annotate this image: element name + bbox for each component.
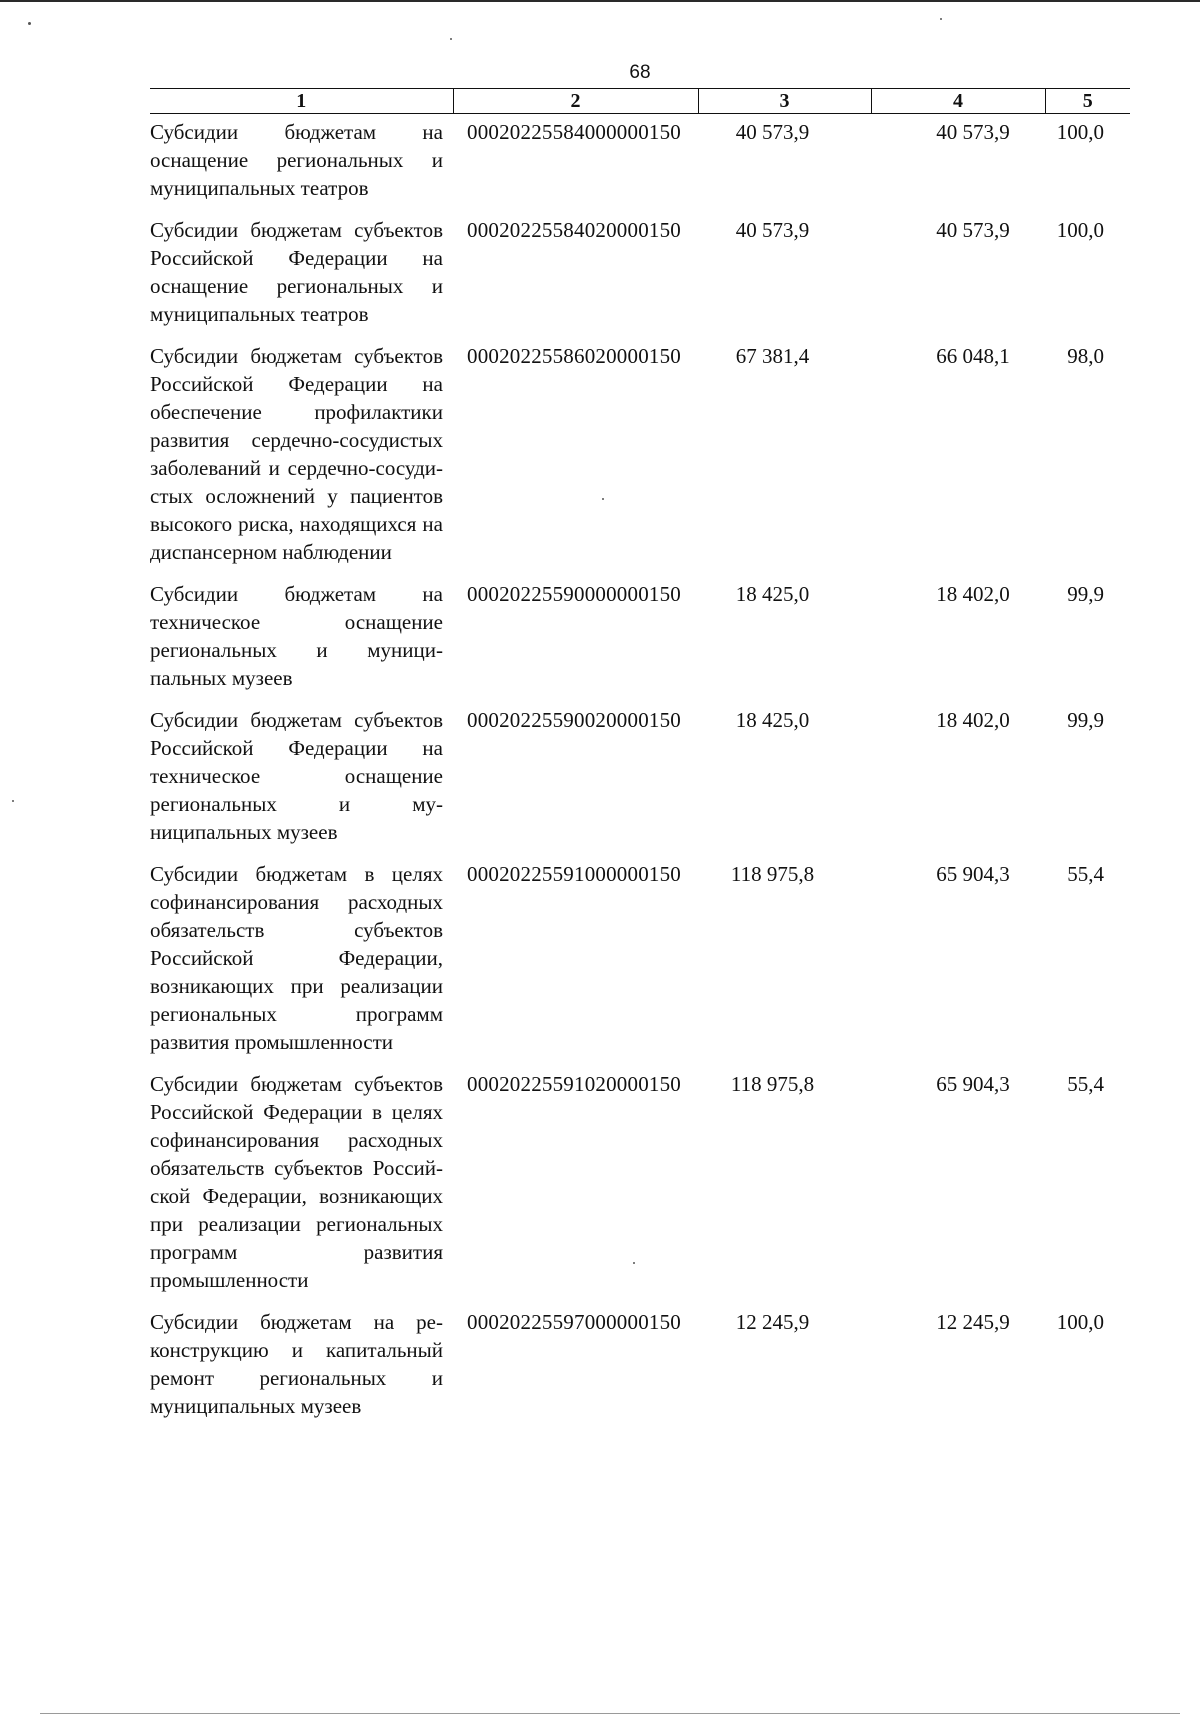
row-value-col4: 40 573,9: [936, 218, 1010, 242]
row-description: Субсидии бюджетам на техническое оснащение региональных и муниципальных музеев: [150, 582, 443, 690]
row-code: 00020225584020000150: [467, 218, 681, 242]
row-description: Субсидии бюджетам в целях софинансирования расходных обязательств субъектов Российской Федерации, возникающих при реализации региональных программ развития промышленности: [150, 862, 443, 1054]
row-value-col4: 40 573,9: [936, 120, 1010, 144]
column-header-1: 1: [150, 89, 453, 114]
row-description: Субсидии бюджетам субъектов Российской Федерации на оснащение региональных и муниципальных театров: [150, 218, 443, 326]
row-value-col5: 98,0: [1067, 344, 1104, 368]
row-value-col5: 100,0: [1056, 218, 1104, 242]
row-code: 00020225586020000150: [467, 344, 681, 368]
column-header-5: 5: [1045, 89, 1130, 114]
row-value-col3: 18 425,0: [735, 708, 810, 732]
table-header-row: [150, 89, 1130, 114]
row-value-col3: 40 573,9: [735, 120, 810, 144]
row-value-col5: 99,9: [1067, 582, 1104, 606]
row-value-col5: 55,4: [1067, 862, 1104, 886]
table-row: [150, 328, 1130, 566]
row-value-col3: 12 245,9: [735, 1310, 810, 1334]
row-value-col3: 118 975,8: [730, 862, 815, 886]
row-value-col4: 18 402,0: [936, 708, 1010, 732]
row-value-col3: 18 425,0: [735, 582, 810, 606]
scan-speck: [940, 18, 942, 20]
scan-speck: [12, 800, 14, 802]
table-row: [150, 202, 1130, 328]
row-code: 00020225597000000150: [467, 1310, 681, 1334]
row-value-col5: 99,9: [1067, 708, 1104, 732]
row-code: 00020225591000000150: [467, 862, 681, 886]
row-description: Субсидии бюджетам субъектов Российской Федерации на техническое оснащение региональных и муниципальных музеев: [150, 708, 443, 844]
table-row: [150, 566, 1130, 692]
row-value-col5: 100,0: [1056, 1310, 1104, 1334]
budget-table: [150, 88, 1130, 1420]
row-description: Субсидии бюджетам на оснащение региональных и муниципальных театров: [150, 120, 443, 200]
table-row: [150, 692, 1130, 846]
scan-speck: [28, 22, 31, 25]
row-code: 00020225584000000150: [467, 120, 681, 144]
row-value-col4: 65 904,3: [936, 1072, 1010, 1096]
row-value-col4: 18 402,0: [936, 582, 1010, 606]
scan-bottom-edge: [40, 1713, 1180, 1714]
row-value-col4: 66 048,1: [936, 344, 1010, 368]
table-row: [150, 114, 1130, 203]
page-number: 68: [629, 62, 651, 83]
scan-top-edge: [0, 0, 1200, 2]
column-header-4: 4: [871, 89, 1045, 114]
row-value-col3: 118 975,8: [730, 1072, 815, 1096]
row-value-col5: 55,4: [1067, 1072, 1104, 1096]
column-header-2: 2: [453, 89, 698, 114]
row-value-col4: 65 904,3: [936, 862, 1010, 886]
scan-speck: [450, 38, 452, 40]
row-description: Субсидии бюджетам субъектов Российской Федерации в целях софинансирования расходных обязательств субъектов Российской Федерации, возникающих при реализации региональных программ развития промышленности: [150, 1072, 443, 1292]
row-description: Субсидии бюджетам на реконструкцию и капитальный ремонт региональных и муниципальных музеев: [150, 1310, 443, 1418]
row-value-col4: 12 245,9: [936, 1310, 1010, 1334]
row-code: 00020225591020000150: [467, 1072, 681, 1096]
row-value-col3: 67 381,4: [735, 344, 810, 368]
table-row: [150, 846, 1130, 1056]
row-value-col5: 100,0: [1056, 120, 1104, 144]
table-row: [150, 1294, 1130, 1420]
row-value-col3: 40 573,9: [735, 218, 810, 242]
row-code: 00020225590000000150: [467, 582, 681, 606]
row-code: 00020225590020000150: [467, 708, 681, 732]
row-description: Субсидии бюджетам субъектов Российской Федерации на обеспечение профилактики развития сердечно-сосудистых заболеваний и сердечно-сосудистых осложнений у пациентов высокого риска, находящихся на диспансерном наблюдении: [150, 344, 443, 564]
column-header-3: 3: [698, 89, 871, 114]
table-row: [150, 1056, 1130, 1294]
